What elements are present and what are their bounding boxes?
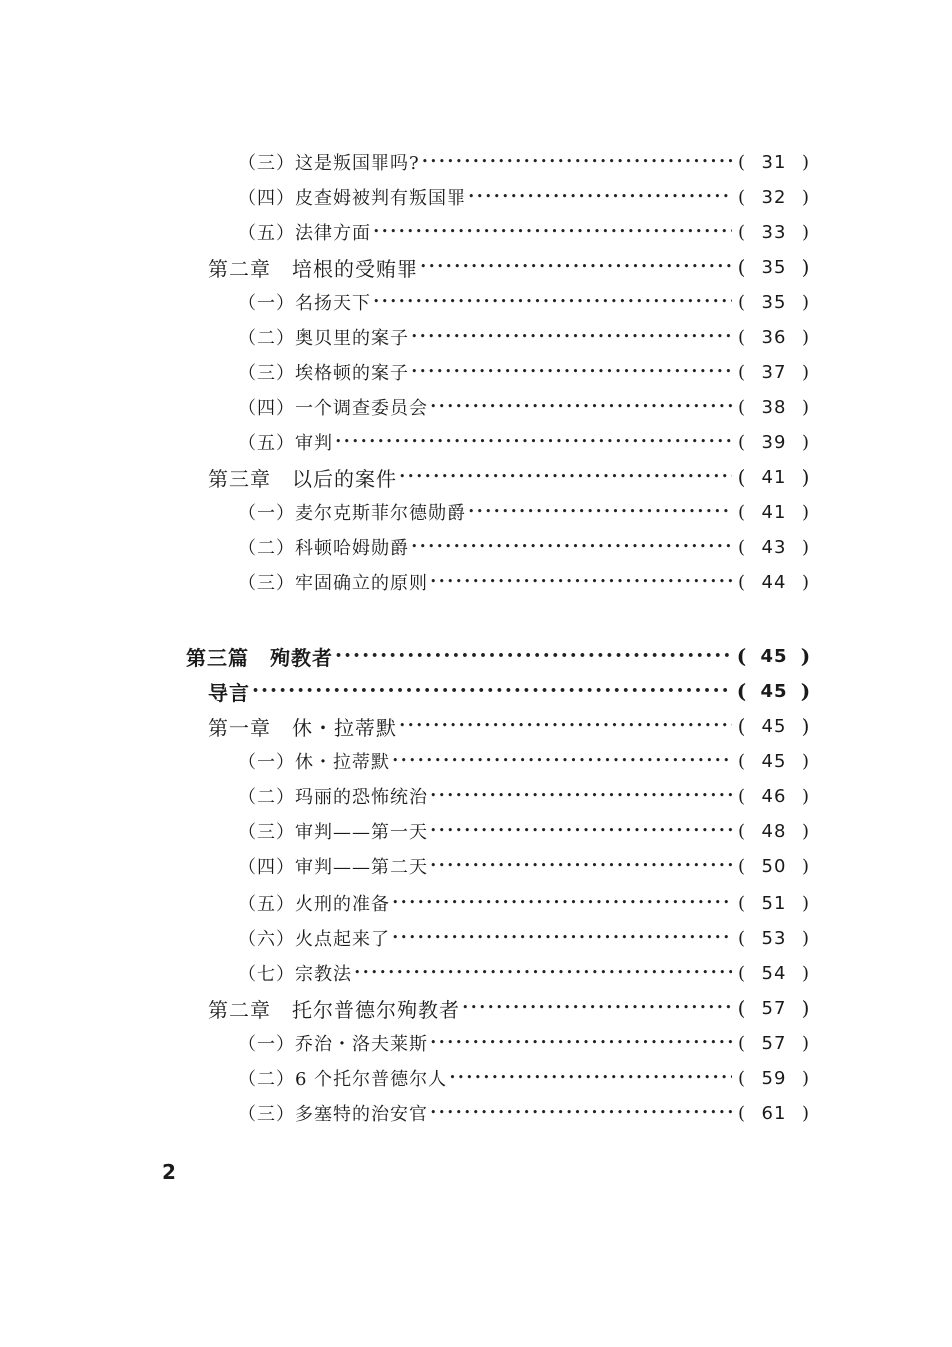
close-paren: ) [801, 361, 811, 383]
open-paren: ( [737, 855, 747, 877]
dot-leader [449, 1062, 732, 1094]
toc-entry-title: （一）休・拉蒂默 [238, 752, 390, 773]
close-paren: ) [801, 465, 811, 489]
toc-entry-page [736, 152, 812, 173]
close-paren: ) [800, 679, 812, 703]
open-paren: ( [737, 1032, 747, 1054]
dot-leader [430, 566, 732, 598]
dot-leader [430, 1027, 732, 1059]
dot-leader [468, 181, 732, 213]
toc-entry-page [736, 187, 812, 208]
close-paren: ) [801, 326, 811, 348]
page-ref: 48 [761, 820, 787, 842]
page-ref: 45 [760, 645, 788, 667]
page-ref: 57 [761, 1032, 787, 1054]
dot-leader [430, 815, 732, 847]
dot-leader [411, 321, 732, 353]
dot-leader [462, 992, 732, 1024]
toc-entry-title: （四）一个调查委员会 [238, 398, 428, 419]
open-paren: ( [737, 291, 747, 313]
page-ref: 36 [761, 326, 787, 348]
open-paren: ( [737, 750, 747, 772]
dot-leader [354, 957, 732, 989]
toc-entry-page [736, 893, 812, 914]
toc-entry-title: （三）这是叛国罪吗? [238, 153, 420, 174]
close-paren: ) [801, 820, 811, 842]
toc-entry [238, 391, 812, 423]
close-paren: ) [801, 291, 811, 313]
toc-entry-title: 第一章 休・拉蒂默 [208, 715, 397, 740]
open-paren: ( [737, 996, 747, 1020]
toc-entry [238, 321, 812, 353]
close-paren: ) [801, 996, 811, 1020]
dot-leader [373, 286, 732, 318]
page-ref: 45 [761, 715, 787, 737]
toc-entry-title: （五）火刑的准备 [238, 894, 390, 915]
dot-leader [430, 1097, 732, 1129]
toc-entry-title: （三）牢固确立的原则 [238, 573, 428, 594]
toc-entry [208, 461, 812, 493]
toc-entry-title: （二）科顿哈姆勋爵 [238, 538, 409, 559]
toc-entry-page [736, 292, 812, 313]
toc-entry-title: 第三章 以后的案件 [208, 466, 397, 491]
page-ref: 32 [761, 186, 787, 208]
toc-entry-page [736, 327, 812, 348]
open-paren: ( [737, 536, 747, 558]
dot-leader [399, 710, 732, 742]
open-paren: ( [737, 501, 747, 523]
toc-entry-title: （五）法律方面 [238, 223, 371, 244]
close-paren: ) [801, 396, 811, 418]
dot-leader [420, 251, 732, 283]
toc-entry-title: （一）麦尔克斯菲尔德勋爵 [238, 503, 466, 524]
dot-leader [430, 850, 732, 882]
toc-entry-page [736, 502, 812, 523]
page-ref: 50 [761, 855, 787, 877]
toc-entry-title: （四）审判——第二天 [238, 857, 428, 878]
toc-entry-page [736, 821, 812, 842]
page-ref: 41 [761, 466, 787, 488]
toc-entry-title: 第二章 培根的受贿罪 [208, 256, 418, 281]
toc-entry [208, 675, 812, 707]
close-paren: ) [801, 892, 811, 914]
page-ref: 41 [761, 501, 787, 523]
page-ref: 35 [761, 256, 787, 278]
close-paren: ) [801, 255, 811, 279]
close-paren: ) [801, 750, 811, 772]
toc-entry-title: （三）埃格顿的案子 [238, 363, 409, 384]
close-paren: ) [801, 1067, 811, 1089]
open-paren: ( [736, 679, 748, 703]
close-paren: ) [801, 1102, 811, 1124]
page-ref: 37 [761, 361, 787, 383]
open-paren: ( [737, 431, 747, 453]
page-ref: 38 [761, 396, 787, 418]
dot-leader [335, 640, 732, 672]
toc-entry-title: 导言 [208, 680, 250, 705]
toc-entry [208, 992, 812, 1024]
open-paren: ( [737, 221, 747, 243]
toc-entry-page [736, 751, 812, 772]
toc-entry [238, 1027, 812, 1059]
toc-entry-title: （七）宗教法 [238, 964, 352, 985]
toc-entry-page [736, 786, 812, 807]
page-ref: 45 [760, 680, 788, 702]
toc-entry-title: （二）奥贝里的案子 [238, 328, 409, 349]
close-paren: ) [801, 536, 811, 558]
toc-entry [238, 216, 812, 248]
toc-entry-title: （二）玛丽的恐怖统治 [238, 787, 428, 808]
open-paren: ( [737, 396, 747, 418]
open-paren: ( [737, 571, 747, 593]
open-paren: ( [737, 892, 747, 914]
toc-entry-page [736, 465, 812, 489]
toc-entry [238, 181, 812, 213]
toc-entry-page [736, 362, 812, 383]
page-ref: 61 [761, 1102, 787, 1124]
close-paren: ) [801, 431, 811, 453]
dot-leader [411, 531, 732, 563]
open-paren: ( [737, 361, 747, 383]
toc-entry-page [736, 222, 812, 243]
open-paren: ( [737, 326, 747, 348]
dot-leader [392, 887, 732, 919]
toc-entry-title: （一）名扬天下 [238, 293, 371, 314]
page-ref: 39 [761, 431, 787, 453]
toc-entry-title: （一）乔治・洛夫莱斯 [238, 1034, 428, 1055]
toc-entry-page [736, 255, 812, 279]
page-ref: 54 [761, 962, 787, 984]
dot-leader [411, 356, 732, 388]
toc-entry-title: （五）审判 [238, 433, 333, 454]
toc-entry [238, 815, 812, 847]
toc-entry [238, 496, 812, 528]
toc-entry [238, 146, 812, 178]
open-paren: ( [737, 186, 747, 208]
dot-leader [430, 780, 732, 812]
close-paren: ) [801, 571, 811, 593]
toc-entry [238, 426, 812, 458]
open-paren: ( [736, 644, 748, 668]
close-paren: ) [801, 714, 811, 738]
toc-entry [238, 566, 812, 598]
toc-entry-page [736, 1068, 812, 1089]
toc-entry-title: （三）审判——第一天 [238, 822, 428, 843]
dot-leader [252, 675, 732, 707]
dot-leader [392, 922, 732, 954]
dot-leader [422, 146, 732, 178]
open-paren: ( [737, 151, 747, 173]
toc-entry [238, 780, 812, 812]
close-paren: ) [800, 644, 812, 668]
toc-entry [208, 710, 812, 742]
toc-entry-title: 第三篇 殉教者 [186, 645, 333, 670]
page-ref: 53 [761, 927, 787, 949]
open-paren: ( [737, 785, 747, 807]
toc-entry-page [736, 644, 812, 668]
close-paren: ) [801, 186, 811, 208]
toc-entry-title: （二）6 个托尔普德尔人 [238, 1069, 448, 1090]
open-paren: ( [737, 465, 747, 489]
open-paren: ( [737, 1067, 747, 1089]
page-ref: 57 [761, 997, 787, 1019]
close-paren: ) [801, 501, 811, 523]
toc-entry-page [736, 397, 812, 418]
open-paren: ( [737, 714, 747, 738]
dot-leader [430, 391, 732, 423]
toc-entry-title: （六）火点起来了 [238, 929, 390, 950]
toc-entry [238, 356, 812, 388]
toc-entry-title: （四）皮查姆被判有叛国罪 [238, 188, 466, 209]
page-ref: 44 [761, 571, 787, 593]
page-ref: 43 [761, 536, 787, 558]
toc-entry-page [736, 1033, 812, 1054]
toc-entry-page [736, 963, 812, 984]
open-paren: ( [737, 255, 747, 279]
open-paren: ( [737, 820, 747, 842]
close-paren: ) [801, 962, 811, 984]
close-paren: ) [801, 151, 811, 173]
dot-leader [335, 426, 732, 458]
toc-entry [186, 640, 812, 672]
toc-entry-page [736, 714, 812, 738]
dot-leader [392, 745, 732, 777]
toc-entry-page [736, 572, 812, 593]
open-paren: ( [737, 1102, 747, 1124]
toc-entry-page [736, 432, 812, 453]
page-ref: 45 [761, 750, 787, 772]
open-paren: ( [737, 927, 747, 949]
page-ref: 35 [761, 291, 787, 313]
page-ref: 51 [761, 892, 787, 914]
toc-entry [238, 286, 812, 318]
close-paren: ) [801, 785, 811, 807]
close-paren: ) [801, 1032, 811, 1054]
toc-entry [238, 1062, 812, 1094]
toc-entry-title: （三）多塞特的治安官 [238, 1104, 428, 1125]
page-number: 2 [162, 1160, 176, 1184]
toc-entry [238, 745, 812, 777]
toc-entry-page [736, 996, 812, 1020]
page-ref: 59 [761, 1067, 787, 1089]
toc-entry [238, 922, 812, 954]
page-ref: 33 [761, 221, 787, 243]
toc-entry-page [736, 856, 812, 877]
toc-entry-page [736, 537, 812, 558]
toc-entry [238, 850, 812, 882]
toc-entry [208, 251, 812, 283]
page-ref: 46 [761, 785, 787, 807]
toc-entry-page [736, 679, 812, 703]
toc-entry-page [736, 928, 812, 949]
toc-entry [238, 957, 812, 989]
toc-entry-page [736, 1103, 812, 1124]
toc-entry-title: 第二章 托尔普德尔殉教者 [208, 997, 460, 1022]
dot-leader [373, 216, 732, 248]
close-paren: ) [801, 221, 811, 243]
toc-entry [238, 887, 812, 919]
close-paren: ) [801, 927, 811, 949]
page-ref: 31 [761, 151, 787, 173]
toc-entry [238, 1097, 812, 1129]
open-paren: ( [737, 962, 747, 984]
dot-leader [468, 496, 732, 528]
close-paren: ) [801, 855, 811, 877]
toc-entry [238, 531, 812, 563]
dot-leader [399, 461, 732, 493]
